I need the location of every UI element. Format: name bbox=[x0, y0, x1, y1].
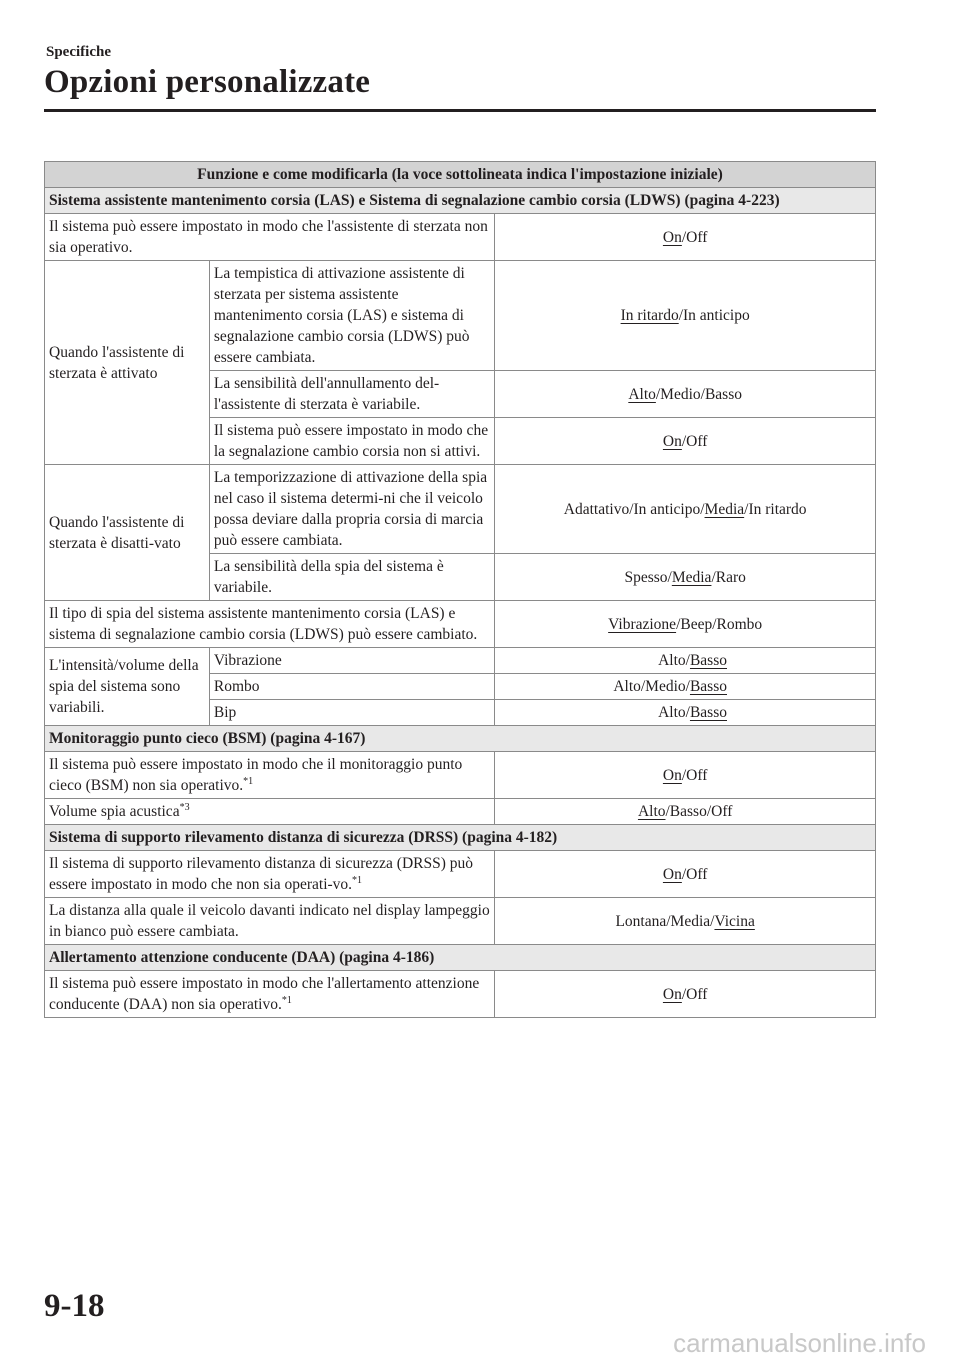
row-value: On/Off bbox=[495, 971, 876, 1018]
row-description: La tempistica di attivazione assistente di sterzata per sistema assistente mantenimento corsia (LAS) e sistema di segnalazione cambio corsia (LDWS) può essere cambiata. bbox=[209, 261, 494, 371]
default-value: In ritardo bbox=[620, 307, 679, 324]
page-number: 9-18 bbox=[44, 1288, 105, 1324]
footnote-ref: *3 bbox=[179, 802, 190, 813]
row-description: Bip bbox=[209, 700, 494, 726]
row-description: Il sistema può essere impostato in modo che la segnalazione cambio corsia non si attivi. bbox=[209, 418, 494, 465]
table-row bbox=[45, 648, 876, 674]
row-description: La distanza alla quale il veicolo davanti indicato nel display lampeggio in bianco può essere cambiata. bbox=[45, 898, 495, 945]
default-value: On bbox=[662, 865, 682, 883]
row-value: Alto/Basso bbox=[495, 700, 876, 726]
default-value: On bbox=[662, 432, 682, 450]
row-value: On/Off bbox=[495, 851, 876, 898]
custom-options-table bbox=[44, 161, 876, 1018]
row-description: Vibrazione bbox=[209, 648, 494, 674]
footnote-ref: *1 bbox=[352, 875, 363, 886]
row-description: Il sistema di supporto rilevamento distanza di sicurezza (DRSS) può essere impostato in modo che non sia operati-vo.$^{*1}$ bbox=[45, 851, 495, 898]
section-title-drss: Sistema di supporto rilevamento distanza di sicurezza (DRSS) (pagina 4-182) bbox=[45, 825, 876, 851]
row-value: On/Off bbox=[495, 752, 876, 799]
default-value: On bbox=[662, 766, 682, 784]
default-value: On bbox=[662, 985, 682, 1003]
row-value: Lontana/Media/Vicina bbox=[495, 898, 876, 945]
row-value: Alto/Medio/Basso bbox=[495, 674, 876, 700]
row-value: Spesso/Media/Raro bbox=[495, 554, 876, 601]
default-value: Basso bbox=[689, 678, 727, 695]
row-value: Vibrazione/Beep/Rombo bbox=[495, 601, 876, 648]
footnote-ref: *1 bbox=[243, 776, 254, 787]
row-description: La sensibilità dell'annullamento del-l'assistente di sterzata è variabile. bbox=[209, 371, 494, 418]
row-value: On/Off bbox=[495, 214, 876, 261]
row-value: Adattativo/In anticipo/Media/In ritardo bbox=[495, 465, 876, 554]
default-value: Alto bbox=[637, 803, 666, 820]
table-row bbox=[45, 214, 876, 261]
table-row bbox=[45, 752, 876, 799]
section-title-bsm: Monitoraggio punto cieco (BSM) (pagina 4-167) bbox=[45, 726, 876, 752]
row-value: Alto/Basso bbox=[495, 648, 876, 674]
section-label: Specifiche bbox=[46, 44, 111, 60]
group-label-steering-inactive: Quando l'assistente di sterzata è disatti-vato bbox=[45, 465, 210, 601]
table-row bbox=[45, 799, 876, 825]
row-description: Il tipo di spia del sistema assistente mantenimento corsia (LAS) e sistema di segnalazione cambio corsia (LDWS) può essere cambiato. bbox=[45, 601, 495, 648]
row-description: La temporizzazione di attivazione della spia nel caso il sistema determi-ni che il veicolo possa deviare dalla propria corsia di marcia può essere cambiata. bbox=[209, 465, 494, 554]
section-title-daa: Allertamento attenzione conducente (DAA) (pagina 4-186) bbox=[45, 945, 876, 971]
section-row-las bbox=[45, 188, 876, 214]
default-value: Basso bbox=[689, 652, 727, 669]
page-title: Opzioni personalizzate bbox=[44, 64, 371, 100]
group-label-intensity: L'intensità/volume della spia del sistema sono variabili. bbox=[45, 648, 210, 726]
group-label-steering-active: Quando l'assistente di sterzata è attivato bbox=[45, 261, 210, 465]
table-row bbox=[45, 601, 876, 648]
row-value: Alto/Basso/Off bbox=[495, 799, 876, 825]
row-description: Volume spia acustica$^{*3}$ bbox=[45, 799, 495, 825]
table-row bbox=[45, 851, 876, 898]
default-value: Alto bbox=[628, 385, 656, 403]
row-description: Il sistema può essere impostato in modo che l'allertamento attenzione conducente (DAA) non sia operativo.$^{*1}$ bbox=[45, 971, 495, 1018]
row-description: Il sistema può essere impostato in modo che l'assistente di sterzata non sia operativo. bbox=[45, 214, 495, 261]
default-value: Vicina bbox=[714, 912, 755, 930]
row-value: In ritardo/In anticipo bbox=[495, 261, 876, 371]
default-value: Media bbox=[704, 500, 745, 518]
title-rule bbox=[44, 109, 876, 112]
table-row bbox=[45, 971, 876, 1018]
row-value: On/Off bbox=[495, 418, 876, 465]
row-description: La sensibilità della spia del sistema è variabile. bbox=[209, 554, 494, 601]
row-description: Il sistema può essere impostato in modo che il monitoraggio punto cieco (BSM) non sia operativo.$^{*1}$ bbox=[45, 752, 495, 799]
table-row bbox=[45, 898, 876, 945]
table-row bbox=[45, 465, 876, 554]
row-description: Rombo bbox=[209, 674, 494, 700]
watermark: carmanualsonline.info bbox=[673, 1328, 926, 1358]
default-value: Media bbox=[671, 568, 712, 586]
row-value: Alto/Medio/Basso bbox=[495, 371, 876, 418]
default-value: Basso bbox=[689, 704, 727, 721]
table-header: Funzione e come modificarla (la voce sottolineata indica l'impostazione iniziale) bbox=[45, 162, 876, 188]
section-row-bsm bbox=[45, 726, 876, 752]
section-row-daa bbox=[45, 945, 876, 971]
table-header-row bbox=[45, 162, 876, 188]
footnote-ref: *1 bbox=[281, 995, 292, 1006]
section-row-drss bbox=[45, 825, 876, 851]
default-value: Vibrazione bbox=[608, 615, 677, 633]
section-title-las: Sistema assistente mantenimento corsia (LAS) e Sistema di segnalazione cambio corsia (LDWS) (pagina 4-223) bbox=[45, 188, 876, 214]
default-value: On bbox=[662, 228, 682, 246]
table-row bbox=[45, 261, 876, 371]
